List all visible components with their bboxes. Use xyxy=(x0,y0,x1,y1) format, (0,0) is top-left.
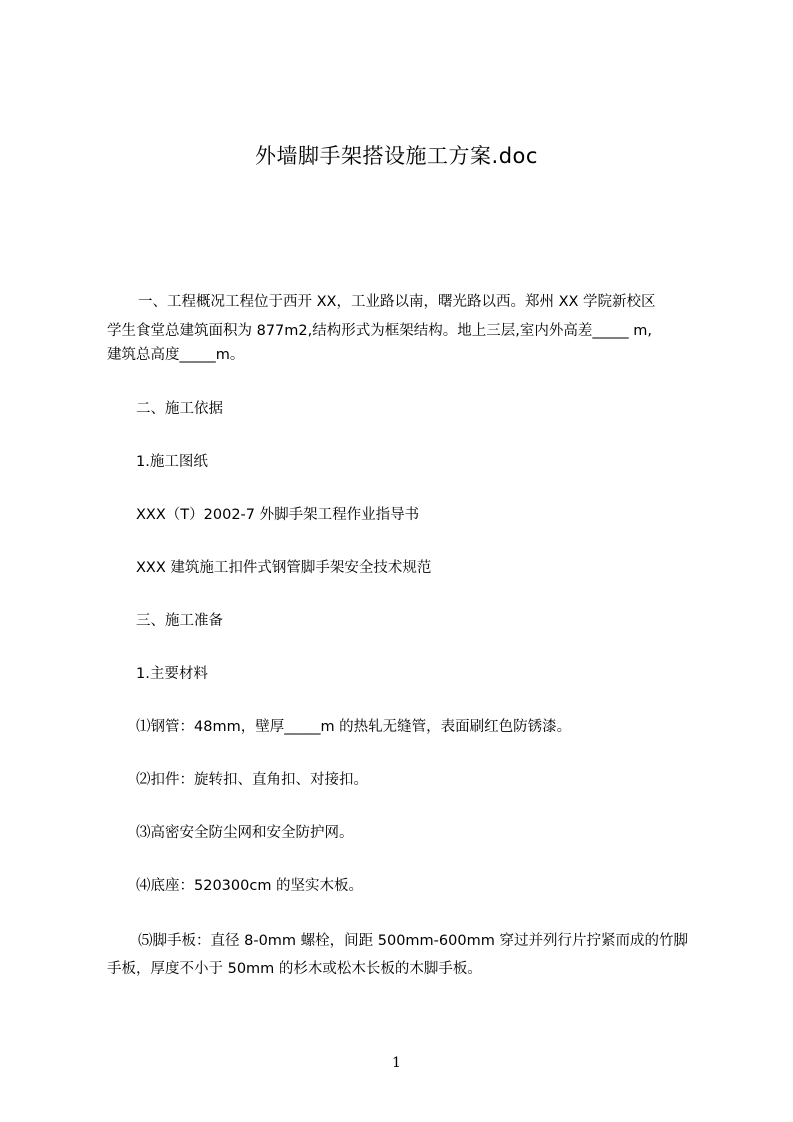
material-steel-pipe: ⑴钢管：48mm，壁厚_____m 的热轧无缝管，表面刷红色防锈漆。 xyxy=(136,719,572,735)
project-overview-line-3: 建筑总高度_____m。 xyxy=(107,347,245,363)
material-scaffold-board-line-2: 手板，厚度不小于 50mm 的杉木或松木长板的木脚手板。 xyxy=(107,961,482,977)
project-overview-line-2: 学生食堂总建筑面积为 877m2,结构形式为框架结构。地上三层,室内外高差_____ m, xyxy=(107,323,652,339)
page-number: 1 xyxy=(392,1055,401,1071)
project-overview-line-1: 一、工程概况工程位于西开 XX，工业路以南，曙光路以西。郑州 XX 学院新校区 xyxy=(138,294,656,310)
material-safety-net: ⑶高密安全防尘网和安全防护网。 xyxy=(136,825,354,841)
section-heading-preparation: 三、施工准备 xyxy=(136,613,223,629)
list-item-drawings: 1.施工图纸 xyxy=(136,454,208,470)
document-title: 外墙脚手架搭设施工方案.doc xyxy=(255,144,538,168)
section-heading-basis: 二、施工依据 xyxy=(136,401,223,417)
material-base: ⑷底座：520300cm 的坚实木板。 xyxy=(136,878,364,894)
material-scaffold-board-line-1: ⑸脚手板：直径 8-0mm 螺栓，间距 500mm-600mm 穿过并列行片拧紧而成的竹脚 xyxy=(138,933,688,949)
list-item-guide: XXX（T）2002-7 外脚手架工程作业指导书 xyxy=(136,507,420,523)
list-item-materials: 1.主要材料 xyxy=(136,666,208,682)
list-item-spec: XXX 建筑施工扣件式钢管脚手架安全技术规范 xyxy=(136,560,432,576)
material-fasteners: ⑵扣件：旋转扣、直角扣、对接扣。 xyxy=(136,772,368,788)
